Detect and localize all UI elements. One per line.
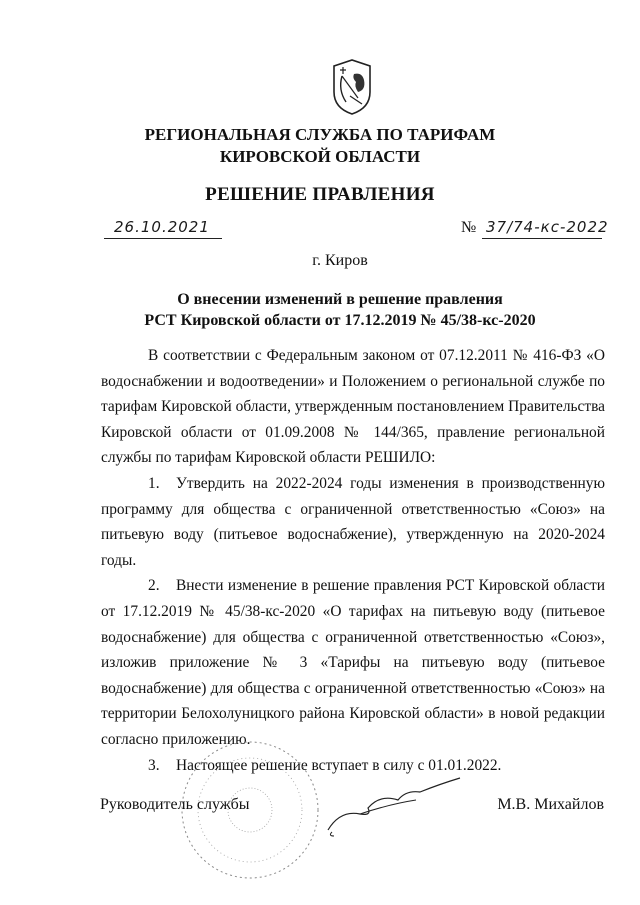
- subject-line2: РСТ Кировской области от 17.12.2019 № 45/38-кс-2020: [144, 312, 536, 329]
- signatory-title: Руководитель службы: [100, 796, 250, 813]
- decision-item: [101, 471, 605, 573]
- item-text: Настоящее решение вступает в силу с 01.01.2022.: [176, 756, 502, 774]
- document-body: [101, 343, 605, 778]
- item-text: Внести изменение в решение правления РСТ Кировской области от 17.12.2019 № 45/38-кс-2020 «О тарифах на питьевую воду (питьевое водоснабжение) для общества с ограниченной ответственностью «Союз», изложив приложение № 3 «Тарифы на питьевую воду (питьевое водоснабжение) для общества с ограниченной ответственностью «Союз» на территории Белохолуницкого района Кировской области» в новой редакции согласно приложению.: [101, 577, 605, 748]
- subject-line1: О внесении изменений в решение правления: [177, 291, 503, 308]
- org-name-line1: РЕГИОНАЛЬНАЯ СЛУЖБА ПО ТАРИФАМ: [144, 125, 496, 144]
- document-date: 26.10.2021: [114, 218, 210, 236]
- signatory-name: М.В. Михайлов: [497, 796, 604, 813]
- preamble: В соответствии с Федеральным законом от 07.12.2011 № 416-ФЗ «О водоснабжении и водоотведении» и Положением о региональной службе по тарифам Кировской области, утвержденным постановлением Правительства Кировской области от 01.09.2008 № 144/365, правление региональной службы по тарифам Кировской области РЕШИЛО:: [101, 347, 605, 467]
- org-name-line2: КИРОВСКОЙ ОБЛАСТИ: [219, 147, 421, 166]
- city: г. Киров: [312, 252, 368, 269]
- document-number: 37/74-кс-2022: [486, 218, 609, 236]
- item-text: Утвердить на 2022-2024 годы изменения в производственную программу для общества с ограниченной ответственностью «Союз» на питьевую воду (питьевое водоснабжение), утвержденную на 2020-2024 годы.: [101, 474, 605, 569]
- item-number: 3.: [148, 756, 160, 774]
- decision-item: [101, 573, 605, 752]
- coat-of-arms-icon: [328, 56, 376, 116]
- item-number: 2.: [148, 577, 160, 595]
- document-type: РЕШЕНИЕ ПРАВЛЕНИЯ: [205, 184, 435, 205]
- number-label: №: [461, 219, 477, 236]
- item-number: 1.: [148, 474, 160, 492]
- handwritten-signature-icon: [320, 770, 470, 840]
